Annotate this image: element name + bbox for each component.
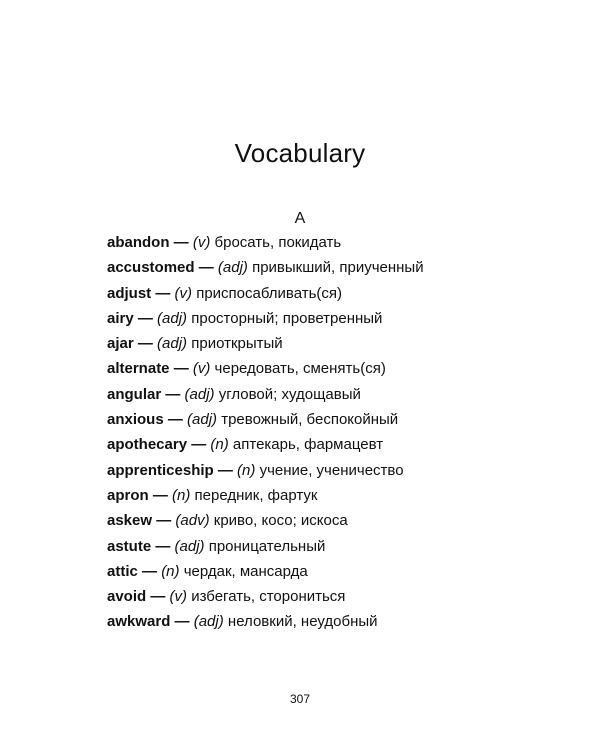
entry-dash: — <box>173 234 189 251</box>
entry-translation: чередовать, сменять(ся) <box>214 360 386 378</box>
entry-part-of-speech: (v) <box>169 588 188 606</box>
entry-part-of-speech: (v) <box>192 234 211 251</box>
entry-part-of-speech: (v) <box>192 360 211 378</box>
entry-part-of-speech: (v) <box>174 284 193 302</box>
entry-translation: угловой; худощавый <box>218 385 361 403</box>
entry-word: accustomed <box>107 259 195 277</box>
entry-word: apprenticeship <box>107 461 214 479</box>
entry-word: attic <box>107 562 138 580</box>
vocabulary-entry <box>107 333 447 355</box>
entry-dash: — <box>137 309 153 327</box>
vocabulary-entry <box>107 485 447 507</box>
entry-part-of-speech: (adj) <box>157 335 188 353</box>
entry-translation: учение, ученичество <box>259 461 404 479</box>
entry-word: apothecary <box>107 436 188 454</box>
vocabulary-entry <box>107 384 447 406</box>
entry-word: ajar <box>107 335 134 353</box>
vocabulary-list <box>107 232 447 637</box>
page-title: Vocabulary <box>234 138 366 168</box>
entry-translation: чердак, мансарда <box>183 562 308 580</box>
entry-dash: — <box>152 486 168 504</box>
section-letter: A <box>294 210 306 227</box>
entry-part-of-speech: (n) <box>210 436 229 454</box>
entry-dash: — <box>191 436 207 454</box>
entry-word: astute <box>107 537 152 555</box>
entry-translation: привыкший, приученный <box>252 259 424 277</box>
entry-dash: — <box>156 512 172 530</box>
vocabulary-entry <box>107 611 447 633</box>
entry-part-of-speech: (n) <box>172 486 191 504</box>
entry-translation: приспосабливать(ся) <box>196 284 343 302</box>
entry-translation: проницательный <box>208 537 326 555</box>
entry-part-of-speech: (adj) <box>157 309 188 327</box>
entry-dash: — <box>198 259 214 277</box>
entry-translation: бросать, покидать <box>214 234 342 251</box>
vocabulary-entry <box>107 358 447 380</box>
entry-dash: — <box>174 613 190 631</box>
entry-word: avoid <box>107 588 147 606</box>
entry-dash: — <box>167 411 183 429</box>
entry-word: airy <box>107 309 134 327</box>
entry-part-of-speech: (n) <box>237 461 256 479</box>
entry-word: adjust <box>107 284 152 302</box>
entry-dash: — <box>142 562 158 580</box>
entry-dash: — <box>150 588 166 606</box>
vocabulary-entry <box>107 434 447 456</box>
entry-dash: — <box>137 335 153 353</box>
vocabulary-entry <box>107 257 447 279</box>
entry-word: alternate <box>107 360 170 378</box>
entry-translation: избегать, сторониться <box>191 588 346 606</box>
entry-dash: — <box>173 360 189 378</box>
vocabulary-entry <box>107 409 447 431</box>
vocabulary-entry <box>107 283 447 305</box>
vocabulary-entry <box>107 561 447 583</box>
entry-part-of-speech: (adj) <box>184 385 215 403</box>
entry-dash: — <box>155 284 171 302</box>
entry-translation: криво, косо; искоса <box>213 512 348 530</box>
entry-part-of-speech: (n) <box>161 562 180 580</box>
entry-part-of-speech: (adj) <box>174 537 205 555</box>
entry-word: askew <box>107 512 153 530</box>
entry-part-of-speech: (adv) <box>175 512 210 530</box>
vocabulary-entry <box>107 460 447 482</box>
entry-word: awkward <box>107 613 171 631</box>
vocabulary-entry <box>107 232 447 254</box>
vocabulary-entry <box>107 510 447 532</box>
entry-part-of-speech: (adj) <box>193 613 224 631</box>
entry-translation: аптекарь, фармацевт <box>232 436 384 454</box>
entry-word: apron <box>107 486 149 504</box>
entry-translation: просторный; проветренный <box>191 309 383 327</box>
entry-dash: — <box>155 537 171 555</box>
entry-word: angular <box>107 385 162 403</box>
entry-dash: — <box>217 461 233 479</box>
vocabulary-entry <box>107 586 447 608</box>
entry-part-of-speech: (adj) <box>217 259 248 277</box>
entry-translation: неловкий, неудобный <box>227 613 378 631</box>
vocabulary-entry <box>107 536 447 558</box>
entry-translation: приоткрытый <box>191 335 283 353</box>
entry-dash: — <box>165 385 181 403</box>
entry-word: abandon <box>107 234 170 251</box>
entry-translation: передник, фартук <box>194 486 318 504</box>
page-number: 307 <box>289 692 311 706</box>
entry-word: anxious <box>107 411 164 429</box>
entry-part-of-speech: (adj) <box>187 411 218 429</box>
entry-translation: тревожный, беспокойный <box>221 411 399 429</box>
vocabulary-entry <box>107 308 447 330</box>
